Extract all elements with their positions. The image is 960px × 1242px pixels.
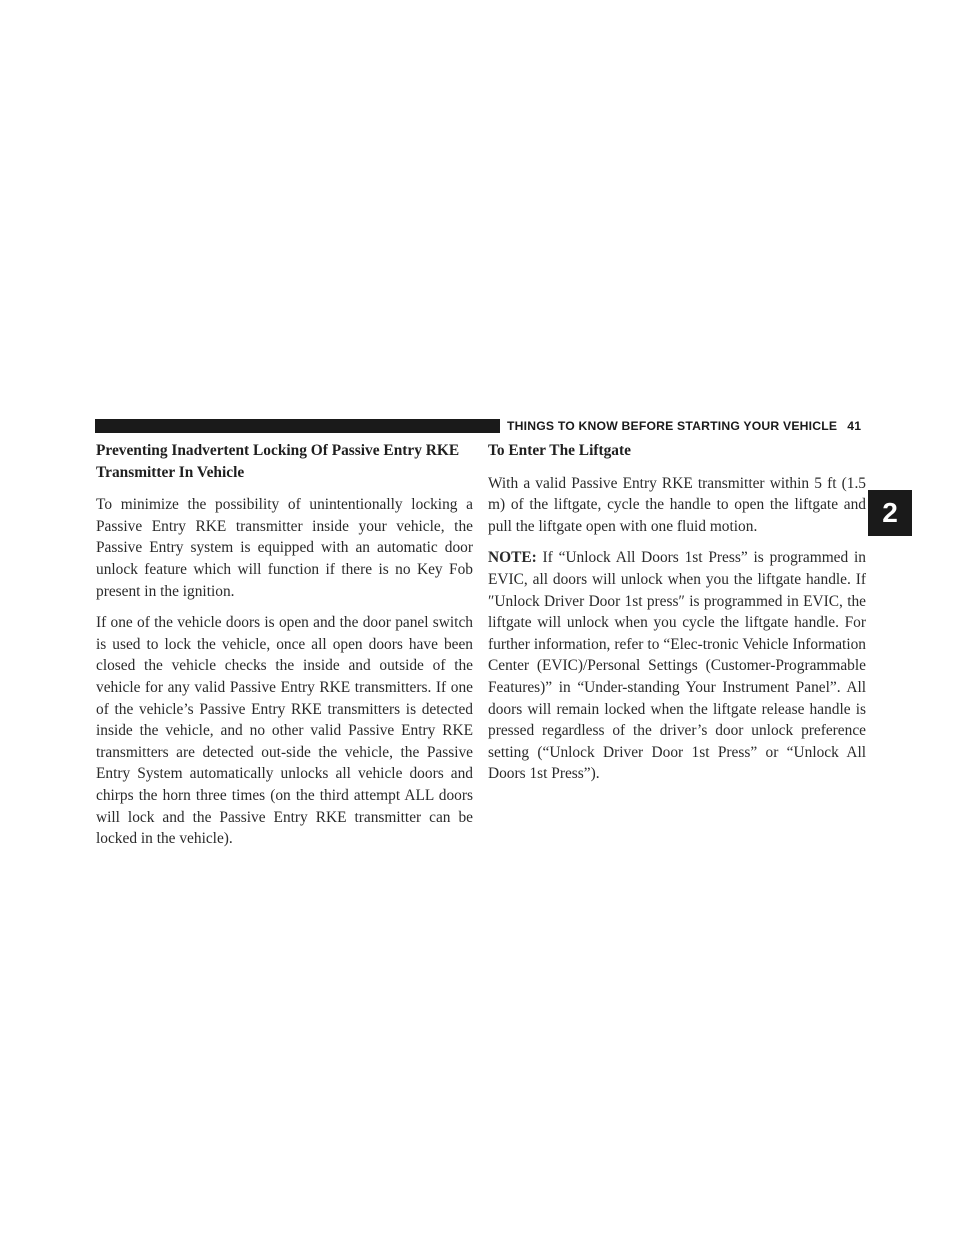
section-heading-enter-liftgate: To Enter The Liftgate xyxy=(488,442,631,459)
chapter-title: THINGS TO KNOW BEFORE STARTING YOUR VEHICLE xyxy=(507,419,838,433)
chapter-tab: 2 xyxy=(868,490,912,536)
note-label: NOTE: xyxy=(488,549,537,567)
right-column xyxy=(488,440,866,795)
header-rule-end xyxy=(490,419,500,433)
header-rule xyxy=(95,419,490,433)
paragraph: With a valid Passive Entry RKE transmitter within 5 ft (1.5 m) of the liftgate, cycle the handle to open the liftgate and pull the liftgate open with one fluid motion. xyxy=(488,474,866,535)
paragraph: To minimize the possibility of unintentionally locking a Passive Entry RKE transmitter inside your vehicle, the Passive Entry system is equipped with an automatic door unlock feature which will function if there is no Key Fob present in the ignition. xyxy=(96,496,473,600)
note-paragraph xyxy=(488,547,866,785)
running-header xyxy=(507,417,861,435)
left-column xyxy=(96,440,473,860)
note-text: If “Unlock All Doors 1st Press” is programmed in EVIC, all doors will unlock when you the liftgate handle. If ″Unlock Driver Door 1st press″ is programmed in EVIC, the liftgate will unlock when you cycle the liftgate handle. For further information, refer to “Elec-tronic Vehicle Information Center (EVIC)/Personal Settings (Customer-Programmable Features)” in “Under-standing Your Instrument Panel”. All doors will remain locked when the liftgate release handle is pressed regardless of the driver’s door unlock preference setting (“Unlock Driver Door 1st Press” or “Unlock All Doors 1st Press”). xyxy=(488,549,866,783)
section-heading-preventing-locking: Preventing Inadvertent Locking Of Passive Entry RKE Transmitter In Vehicle xyxy=(96,442,460,481)
paragraph: If one of the vehicle doors is open and the door panel switch is used to lock the vehicle, once all open doors have been closed the vehicle checks the inside and outside of the vehicle for any valid Passive Entry RKE transmitters. If one of the vehicle’s Passive Entry RKE transmitters is detected inside the vehicle, and no other valid Passive Entry RKE transmitters are detected out-side the vehicle, the Passive Entry System automatically unlocks all vehicle doors and chirps the horn three times (on the third attempt ALL doors will lock and the Passive Entry RKE transmitter can be locked in the vehicle). xyxy=(96,614,473,848)
page-number: 41 xyxy=(847,419,862,433)
